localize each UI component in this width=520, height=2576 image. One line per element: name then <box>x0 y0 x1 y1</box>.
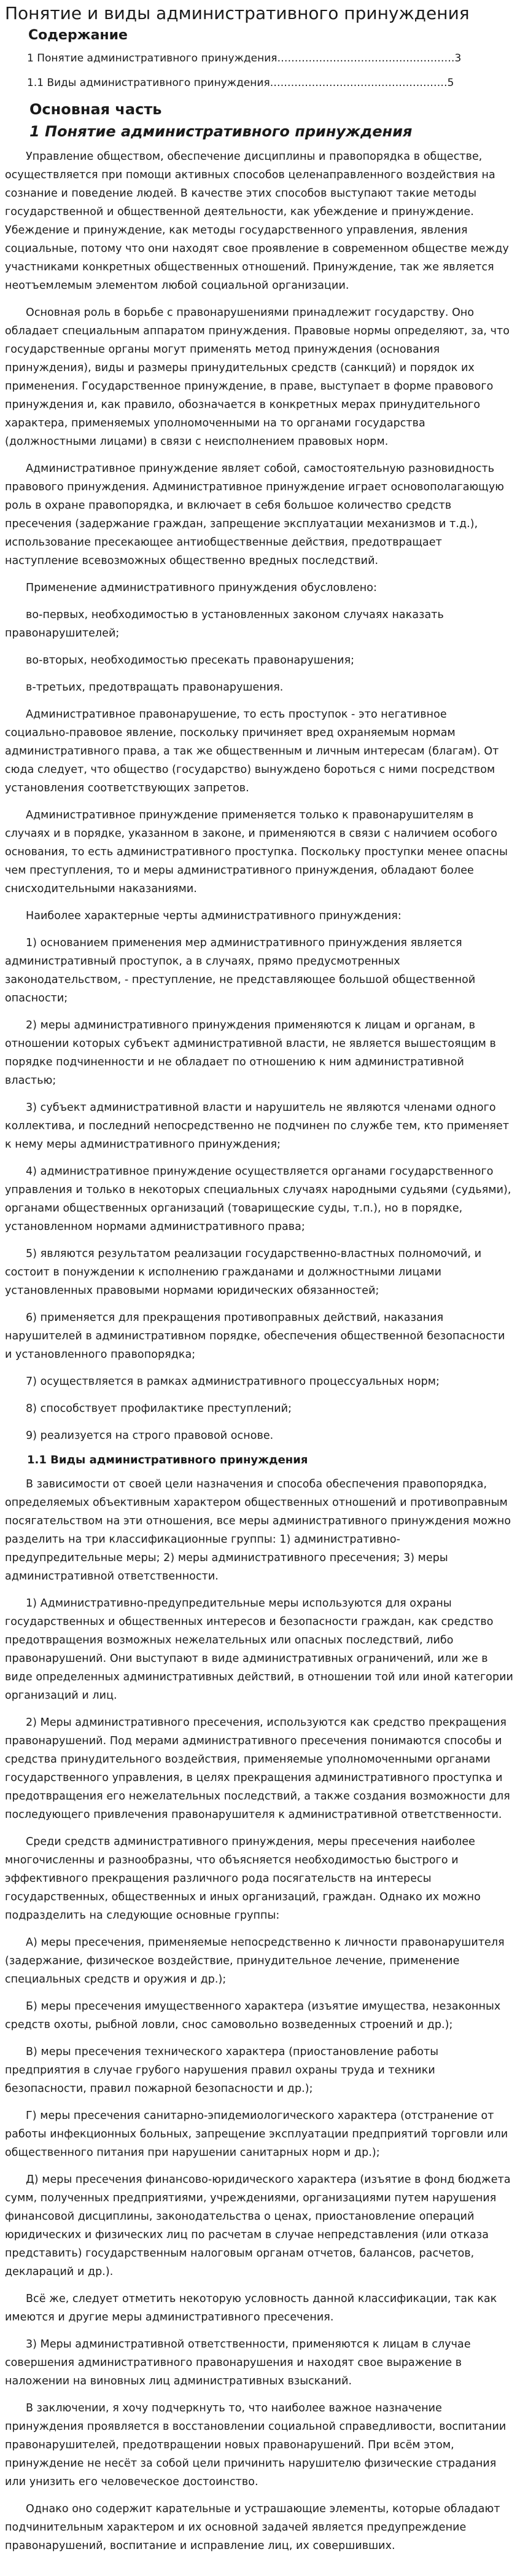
paragraph: в-третьих, предотвращать правонарушения. <box>26 681 284 694</box>
paragraph: Д) меры пресечения финансово-юридического характера (изъятие в фонд бюджета сумм, полученных предприятиями, учреждениями, организациями путем нарушения финансовой дисциплины, законодательства о ценах, приостановление операций юридических и физических лиц по расчетам в случае непредставления (или отказа представить) государственным налоговым органам отчетов, балансов, расчетов, деклараций и др.). <box>5 2174 511 2279</box>
paragraph: В) меры пресечения технического характера (приостановление работы предприятия в случае грубого нарушения правил охраны труда и техники безопасности, правил пожарной безопасности и др.); <box>5 2046 439 2096</box>
document-title: Понятие и виды административного принуждения <box>5 3 470 23</box>
paragraph: 6) применяется для прекращения противоправных действий, наказания нарушителей в административном порядке, обеспечения общественной безопасности и установленного правопорядка; <box>5 1312 505 1361</box>
paragraph: 2) меры административного принуждения применяются к лицам и органам, в отношении которых субъект административной власти, не является вышестоящим в порядке подчиненности и не обладает по отношению к ним административной властью; <box>5 1019 496 1087</box>
paragraph: Административное принуждение применяется только к правонарушителям в случаях и в порядке, указанном в законе, и применяются в связи с наличием особого основания, то есть административного проступка. Поскольку проступки менее опасны чем преступления, то и меры административного принуждения, обладают более снисходительными наказаниями. <box>5 809 508 896</box>
subsection-body <box>5 1475 514 2555</box>
paragraph: Основная роль в борьбе с правонарушениями принадлежит государству. Оно обладает специальным аппаратом принуждения. Правовые нормы определяют, за, что государственные органы могут применять метод принуждения (основания принуждения), виды и размеры принудительных средств (санкций) и порядок их применения. Государственное принуждение, в праве, выступает в форме правового принуждения и, как правило, обозначается в конкретных мерах принудительного характера, применяемых уполномоченными на то органами государства (должностными лицами) в связи с неисполнением правовых норм. <box>5 307 510 448</box>
paragraph: во-вторых, необходимостью пресекать правонарушения; <box>26 654 355 667</box>
paragraph: А) меры пресечения, применяемые непосредственно к личности правонарушителя (задержание, физическое воздействие, принудительное лечение, применение специальных средств и оружия и др.); <box>5 1936 505 1986</box>
section-title: 1 Понятие административного принуждения <box>29 123 413 141</box>
section-body <box>5 147 514 1445</box>
paragraph: 1) Административно-предупредительные меры используются для охраны государственных и общественных интересов и безопасности граждан, как средство предотвращения возможных нежелательных или опасных последствий, либо правонарушений. Они выступают в виде административных ограничений, или же в виде определенных административных действий, в отношении той или иной категории организаций и лиц. <box>5 1597 513 1702</box>
main-part-heading: Основная часть <box>29 101 162 119</box>
paragraph: Управление обществом, обеспечение дисциплины и правопорядка в обществе, осуществляется при помощи активных способов целенаправленного воздействия на сознание и поведение людей. В качестве этих способов выступают такие методы государственной и общественной деятельности, как убеждение и принуждение. Убеждение и принуждение, как методы государственного управления, явления социальные, потому что они находят свое проявление в современном обществе между участниками конкретных общественных отношений. Принуждение, так же является неотъемлемым элементом любой социальной организации. <box>5 151 509 292</box>
paragraph: 1) основанием применения мер административного принуждения является административный проступок, а в случаях, прямо предусмотренных законодательством, - преступление, не представляющее большой общественной опасности; <box>5 937 476 1005</box>
paragraph: Однако оно содержит карательные и устрашающие элементы, которые обладают подчинительным характером и их основной задачей является предупреждение правонарушений, воспитание и исправление лиц, их совершивших. <box>5 2503 500 2553</box>
paragraph: 4) административное принуждение осуществляется органами государственного управления и только в некоторых специальных случаях народными судьями (судьями), органами общественных организаций (товарищеские суды, т.п.), но в порядке, установленном нормами административного права; <box>5 1165 511 1234</box>
paragraph: 2) Меры административного пресечения, используются как средство прекращения правонарушений. Под мерами административного пресечения понимаются способы и средства принудительного воздействия, применяемые уполномоченными органами государственного управления, в целях прекращения административного проступка и предотвращения его нежелательных последствий, а также создания возможности для последующего привлечения правонарушителя к административной ответственности. <box>5 1717 510 1822</box>
toc-heading: Содержание <box>28 28 128 43</box>
paragraph: Административное принуждение являет собой, самостоятельную разновидность правового принуждения. Административное принуждение играет основополагающую роль в охране правопорядка, и включает в себя большое количество средств пресечения (задержание граждан, запрещение эксплуатации механизмов и т.д.), использование пресекающее антиобщественные действия, предотвращает наступление всевозможных общественно вредных последствий. <box>5 463 505 568</box>
paragraph: 9) реализуется на строго правовой основе. <box>26 1430 274 1443</box>
paragraph: Административное правонарушение, то есть проступок - это негативное социально-правовое явление, поскольку причиняет вред охраняемым нормам административного права, а так же общественным и личным интересам (благам). От сюда следует, что общество (государство) вынуждено бороться с ними посредством установления соответствующих запретов. <box>5 708 499 795</box>
paragraph: В зависимости от своей цели назначения и способа обеспечения правопорядка, определяемых объективным характером общественных отношений и противоправным посягательством на эти отношения, все меры административного принуждения можно разделить на три классификационные группы: 1) административно-предупредительные меры; 2) меры административного пресечения; 3) меры административной ответственности. <box>5 1478 511 1583</box>
paragraph: Применение административного принуждения обусловлено: <box>26 582 377 595</box>
paragraph: во-первых, необходимостью в установленных законом случаях наказать правонарушителей; <box>5 609 444 640</box>
toc-entry: 1.1 Виды административного принуждения……………………………………………5 <box>27 77 454 90</box>
table-of-contents <box>5 28 514 90</box>
paragraph: Среди средств административного принуждения, меры пресечения наиболее многочисленны и разнообразны, что объясняется необходимостью быстрого и эффективного прекращения различного рода посягательств на интересы государственных, общественных и иных организаций, граждан. Однако их можно подразделить на следующие основные группы: <box>5 1836 481 1922</box>
paragraph: В заключении, я хочу подчеркнуть то, что наиболее важное назначение принуждения проявляется в восстановлении социальной справедливости, воспитании правонарушителей, предотвращении новых правонарушений. При всём этом, принуждение не несёт за собой цели причинить нарушителю физические страдания или унизить его человеческое достоинство. <box>5 2402 506 2489</box>
paragraph: 3) Меры административной ответственности, применяются к лицам в случае совершения административного правонарушения и находят свое выражение в наложении на виновных лиц административных взысканий. <box>5 2338 471 2388</box>
paragraph: Всё же, следует отметить некоторую условность данной классификации, так как имеются и другие меры административного пресечения. <box>5 2293 497 2324</box>
paragraph: Б) меры пресечения имущественного характера (изъятие имущества, незаконных средств охоты, рыбной ловли, снос самовольно возведенных строений и др.); <box>5 2000 501 2032</box>
paragraph: 3) субъект административной власти и нарушитель не являются членами одного коллектива, и последний непосредственно не подчинен по службе тем, кто применяет к нему меры административного принуждения; <box>5 1102 510 1151</box>
toc-entry: 1 Понятие административного принуждения……………………………………………3 <box>27 52 462 65</box>
paragraph: 8) способствует профилактике преступлений; <box>26 1403 292 1415</box>
paragraph: 5) являются результатом реализации государственно-властных полномочий, и состоит в понуждении к исполнению гражданами и должностными лицами установленных правовыми нормами юридических обязанностей; <box>5 1248 482 1298</box>
paragraph: Г) меры пресечения санитарно-эпидемиологического характера (отстранение от работы инфекционных больных, запрещение эксплуатации предприятий торговли или общественного питания при нарушении санитарных норм и др.); <box>5 2110 508 2159</box>
subsection-title: 1.1 Виды административного принуждения <box>27 1454 308 1467</box>
paragraph: 7) осуществляется в рамках административного процессуальных норм; <box>26 1376 440 1388</box>
paragraph: Наиболее характерные черты административного принуждения: <box>26 910 402 923</box>
